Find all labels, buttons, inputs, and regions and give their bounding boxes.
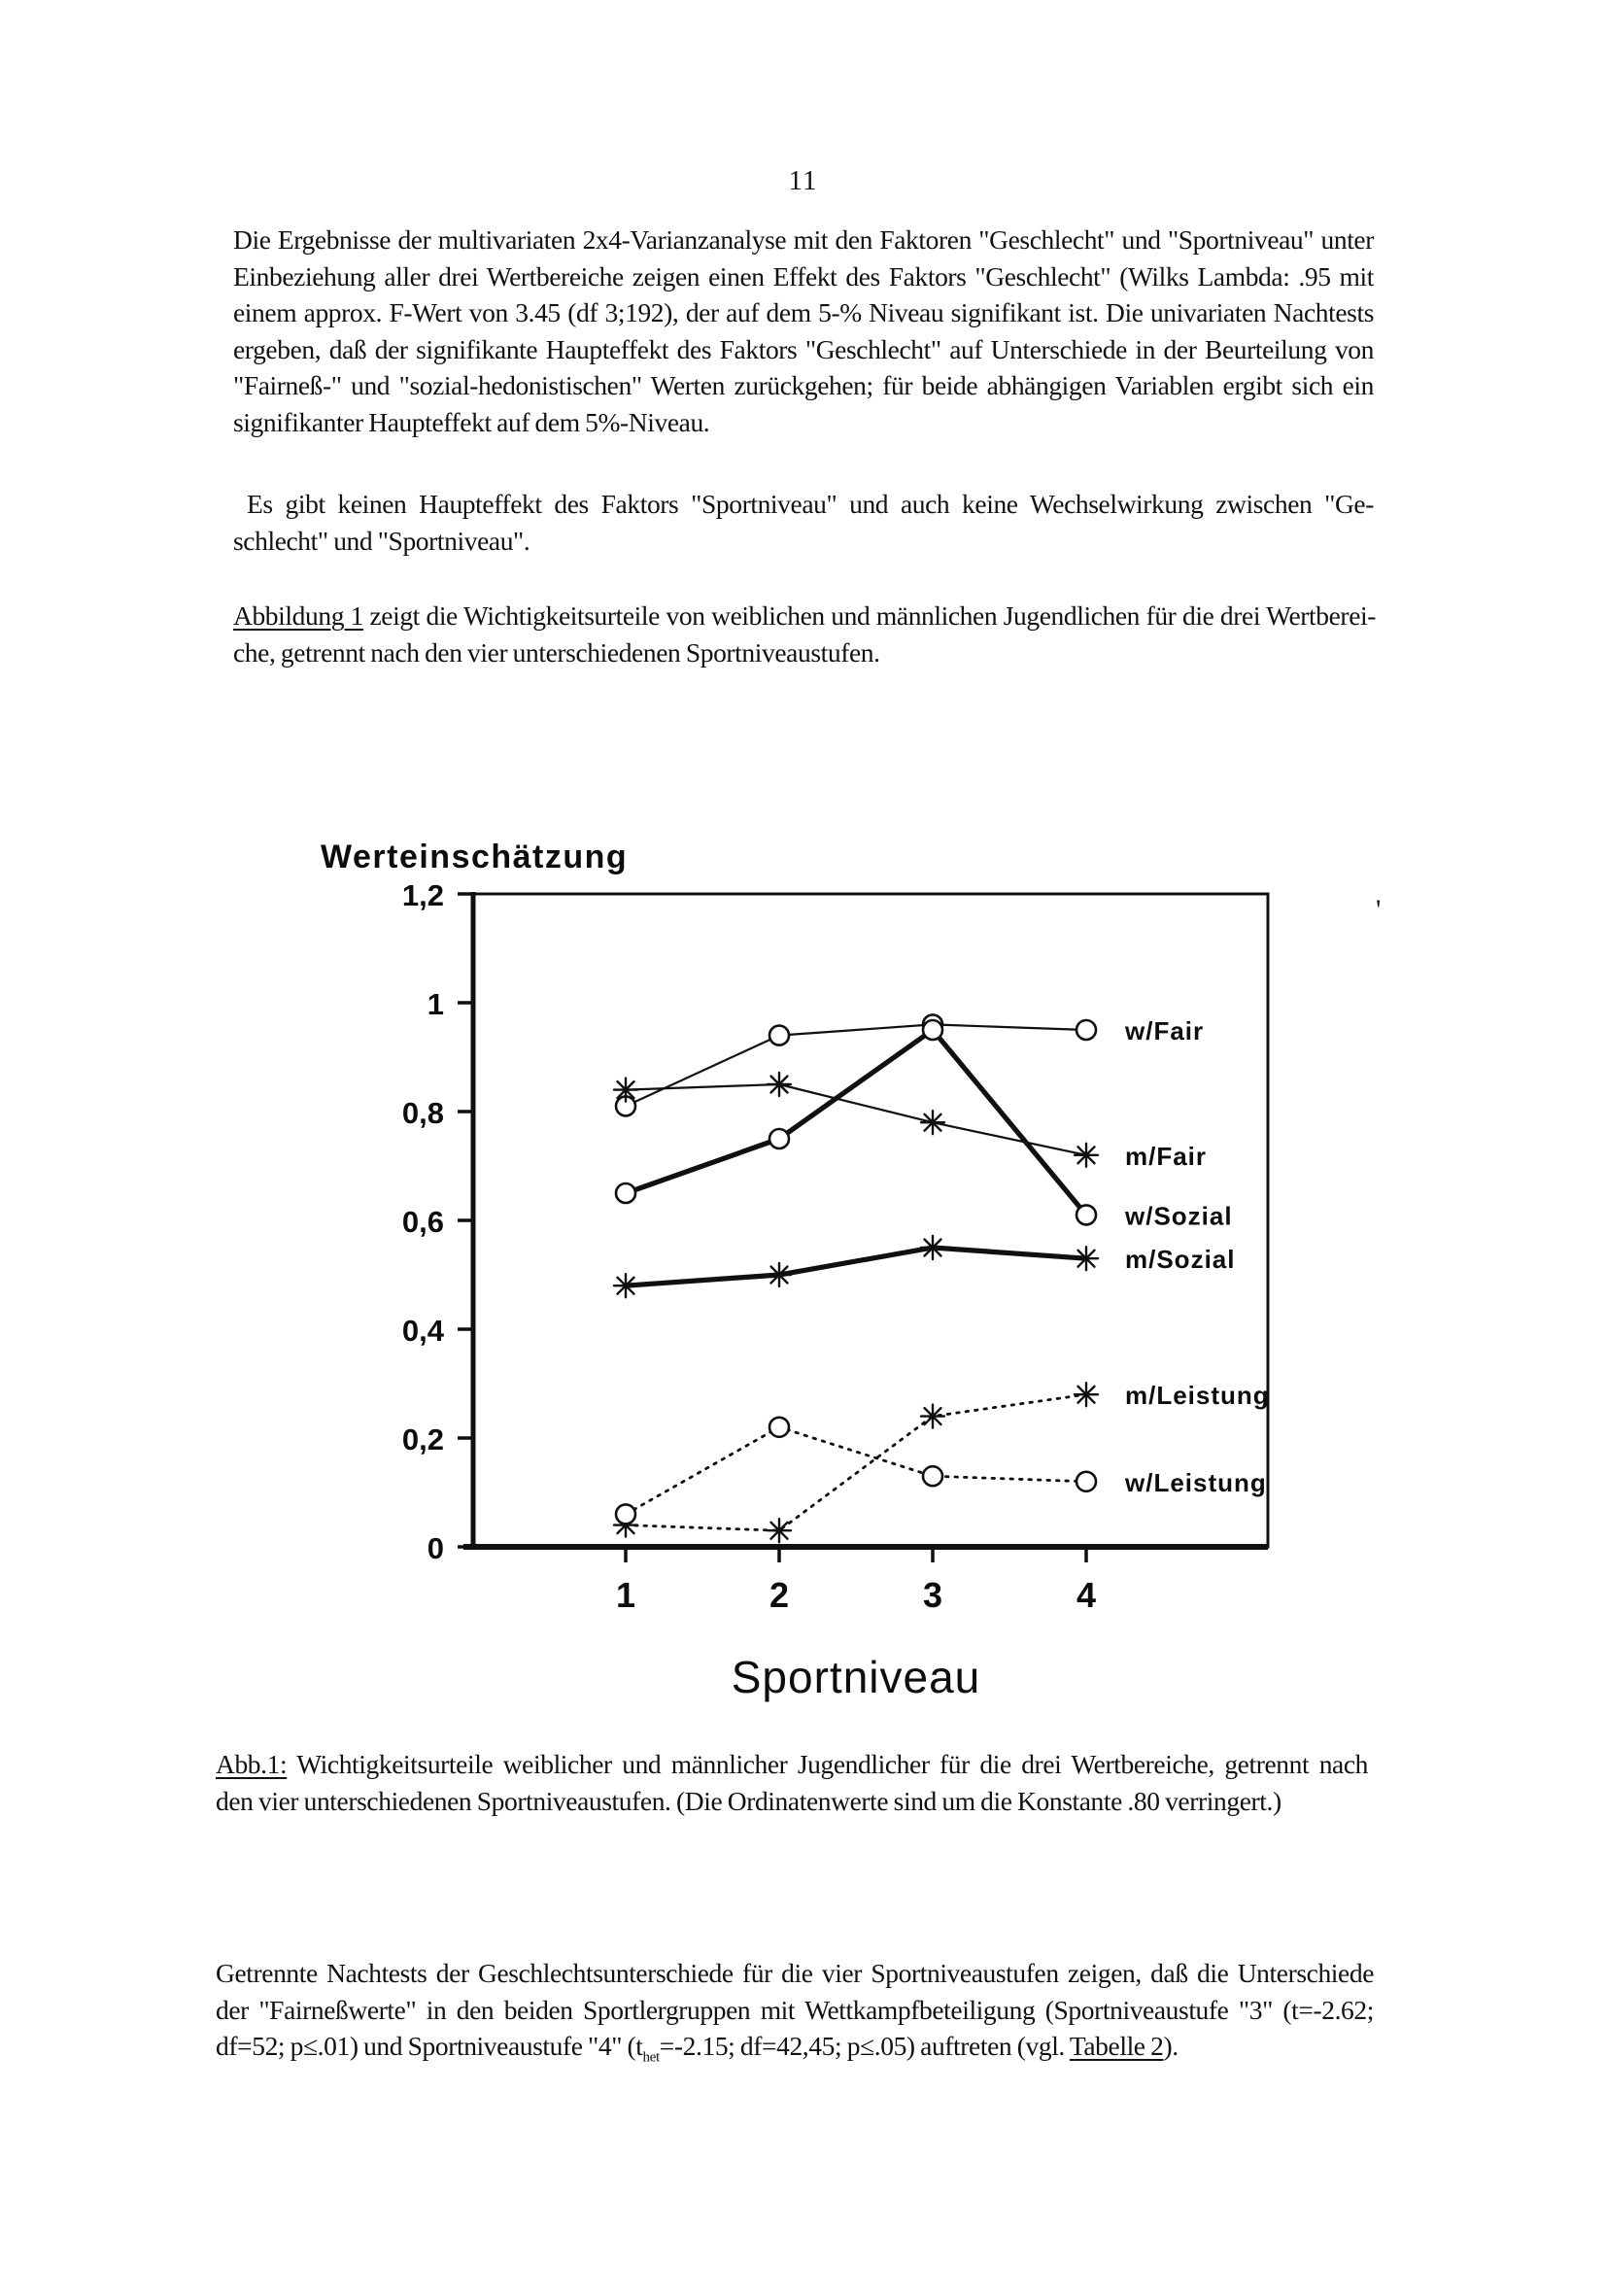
text-line: signifikanter Haupteffekt auf dem 5%-Niveau. (233, 406, 710, 437)
y-tick-label: 0,8 (401, 1096, 444, 1130)
text-line: einem approx. F-Wert von 3.45 (df 3;192), der auf dem 5-% Niveau signifikant ist. Die univariaten Nachtests (233, 297, 1374, 328)
paragraph-posthoc-tests (216, 1955, 1374, 2065)
legend-w-fair: w/Fair (1125, 1016, 1205, 1045)
marker-circle-w-sozial (769, 1129, 789, 1148)
y-tick-label: 0,4 (401, 1314, 444, 1348)
legend-m-fair: m/Fair (1125, 1141, 1208, 1171)
paragraph-figure-reference (233, 598, 1376, 670)
text-line: schlecht" und "Sportniveau". (233, 525, 530, 556)
y-tick-label: 1 (427, 987, 444, 1021)
y-tick-label: 1,2 (401, 878, 444, 912)
legend-w-leistung: w/Leistung (1125, 1467, 1267, 1497)
table-reference-link: Tabelle 2 (1069, 2031, 1164, 2062)
y-tick-label: 0,2 (401, 1422, 444, 1456)
series-line-w-sozial (626, 1030, 1086, 1215)
marker-circle-w-fair (1076, 1020, 1096, 1040)
x-tick-label: 2 (769, 1575, 790, 1615)
text-line (233, 598, 1376, 634)
figure-reference-link: Abbildung 1 (233, 600, 363, 631)
series-line-m-sozial (626, 1248, 1086, 1285)
text-line: den vier unterschiedenen Sportniveaustufen. (Die Ordinatenwerte sind um die Konstante .80 verringert.) (216, 1785, 1281, 1816)
series-line-w-leistung (626, 1427, 1086, 1515)
marker-circle-w-sozial (616, 1183, 635, 1203)
text-line: Es gibt keinen Haupteffekt des Faktors "Sportniveau" und auch keine Wechselwirkung zwischen "Ge- (247, 489, 1374, 519)
chart-title: Werteinschätzung (321, 839, 629, 875)
x-tick-label: 4 (1076, 1575, 1097, 1615)
paragraph-no-main-effect (233, 486, 1374, 559)
text-line: Einbeziehung aller drei Wertbereiche zeigen einen Effekt des Faktors "Geschlecht" (Wilks Lambda: .95 mit (233, 260, 1374, 291)
text-segment: zeigt die Wichtigkeitsurteile von weiblichen und männlichen Jugendlichen für die drei Wertberei- (362, 600, 1376, 631)
x-tick-label: 3 (922, 1575, 943, 1615)
subscript-het: het (642, 2049, 660, 2066)
page-number: 11 (788, 165, 818, 196)
marker-circle-w-fair (769, 1026, 789, 1045)
line-chart (291, 816, 1418, 1730)
text-line: Getrennte Nachtests der Geschlechtsunterschiede für die vier Sportniveaustufen zeigen, daß die Unterschiede (216, 1958, 1374, 1988)
figure-abb1 (291, 816, 1438, 1730)
figure-caption (216, 1746, 1368, 1819)
x-axis-title: Sportniveau (731, 1652, 981, 1702)
text-segment: =-2.15; df=42,45; p≤.05) auftreten (vgl. (659, 2031, 1070, 2062)
marker-circle-w-leistung (616, 1504, 635, 1524)
marker-circle-w-leistung (1076, 1472, 1096, 1491)
text-line (216, 1746, 1368, 1783)
text-line: che, getrennt nach den vier unterschiedenen Sportniveaustufen. (233, 636, 880, 668)
legend-m-leistung: m/Leistung (1125, 1381, 1270, 1411)
text-segment: ). (1163, 2031, 1179, 2062)
caption-label: Abb.1: (216, 1749, 288, 1779)
marker-circle-w-leistung (769, 1418, 789, 1437)
text-line (216, 2028, 1374, 2065)
legend-m-sozial: m/Sozial (1125, 1245, 1236, 1275)
marker-circle-w-leistung (923, 1466, 942, 1486)
text-line: ergeben, daß der signifikante Haupteffekt des Faktors "Geschlecht" auf Unterschiede in der Beurteilung von (233, 333, 1374, 364)
text-line: "Fairneß-" und "sozial-hedonistischen" Werten zurückgehen; für beide abhängigen Variablen ergibt sich ein (233, 370, 1374, 401)
y-tick-label: 0,6 (401, 1205, 444, 1239)
marker-circle-w-sozial (923, 1020, 942, 1040)
x-tick-label: 1 (615, 1575, 636, 1615)
text-line: der "Fairneßwerte" in den beiden Sportlergruppen mit Wettkampfbeteiligung (Sportniveaustufe "3" (t=-2.62; (216, 1994, 1374, 2025)
text-segment: Wichtigkeitsurteile weiblicher und männlicher Jugendlicher für die drei Wertbereiche, getrennt nach (287, 1749, 1368, 1779)
series-line-m-leistung (626, 1394, 1086, 1530)
text-line: Die Ergebnisse der multivariaten 2x4-Varianzanalyse mit den Faktoren "Geschlecht" und "Sportniveau" unter (233, 224, 1374, 255)
paragraph-manova-results (233, 222, 1374, 441)
series-line-w-fair (626, 1024, 1086, 1106)
marker-circle-w-sozial (1076, 1205, 1096, 1224)
text-segment: df=52; p≤.01) und Sportniveaustufe "4" (t (216, 2031, 643, 2062)
y-tick-label: 0 (427, 1531, 444, 1565)
stray-mark: ' (1376, 894, 1382, 926)
series-line-m-fair (626, 1084, 1086, 1155)
legend-w-sozial: w/Sozial (1125, 1201, 1233, 1231)
